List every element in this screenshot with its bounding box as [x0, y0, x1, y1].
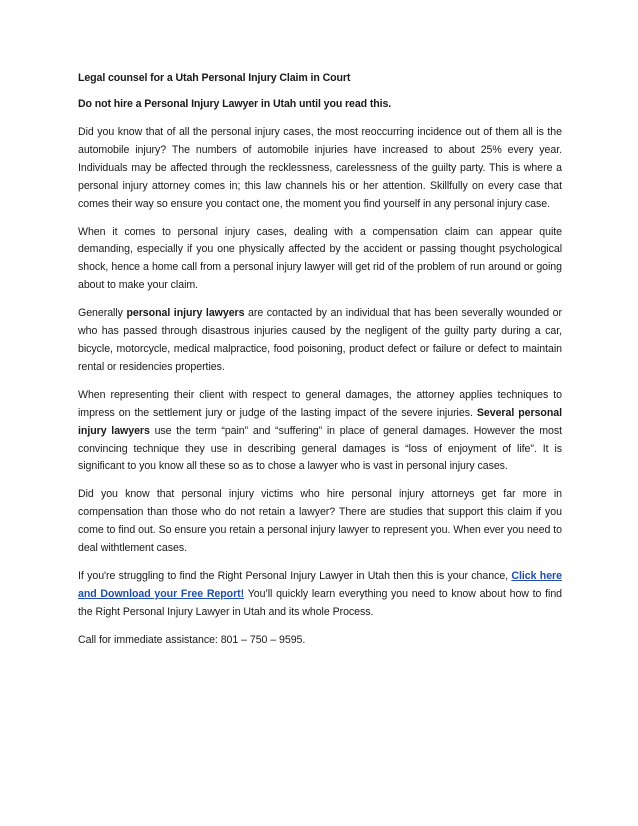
paragraph-text: When representing their client with respect to general damages, the attorney applies techniques to impress on the settlement jury or judge of the lasting impact of the severe injuries. [78, 388, 562, 419]
free-report-link[interactable]: Click here and Download your Free Report! [78, 569, 562, 600]
bold-keyword: personal injury lawyers [126, 307, 245, 320]
paragraph-text: use the term “pain” and “suffering” in place of general damages. However the most convincing technique they use in describing general damages is “loss of enjoyment of life”. It is significant to you know all these so as to chose a lawyer who is vast in personal injury cases. [78, 424, 562, 473]
paragraph-text: Generally [78, 307, 127, 320]
document-subtitle: Do not hire a Personal Injury Lawyer in Utah until you read this. [78, 98, 392, 110]
paragraph-compensation-claim: When it comes to personal injury cases, dealing with a compensation claim can appear quite demanding, especially if you one physically affected by the accident or passing thought psychological shock, hence a home call from a personal injury lawyer will get rid of the problem of run around or going about to make your claim. [78, 225, 562, 292]
paragraph-text: If you're struggling to find the Right Personal Injury Lawyer in Utah then this is your chance, [78, 569, 512, 582]
document-title: Legal counsel for a Utah Personal Injury Claim in Court [78, 72, 351, 84]
paragraph-text: You’ll quickly learn everything you need to know about how to find the Right Personal Injury Lawyer in Utah and its whole Process. [78, 587, 562, 618]
paragraph-contact-phone: Call for immediate assistance: 801 – 750 – 9595. [78, 633, 306, 646]
paragraph-automobile-injury: Did you know that of all the personal injury cases, the most reoccurring incidence out of them all is the automobile injury? The numbers of automobile injuries have increased to about 25% every year. Individuals may be affected through the recklessness, carelessness of the guilty party. This is where a personal injury attorney comes in; this law channels his or her attention. Skillfully on every case that comes their way so ensure you contact one, the moment you find yourself in any personal injury case. [78, 126, 562, 210]
document-page [78, 70, 562, 660]
paragraph-generally [78, 305, 562, 377]
bold-keyword: Several personal injury lawyers [78, 406, 562, 437]
paragraph-general-damages [78, 387, 562, 477]
paragraph-free-report [78, 568, 562, 622]
paragraph-compensation-victims: Did you know that personal injury victims who hire personal injury attorneys get far more in compensation than those who do not retain a lawyer? There are studies that support this claim if you come to find out. So ensure you retain a personal injury lawyer to represent you. When ever you need to deal withtlement cases. [78, 488, 562, 555]
paragraph-text: are contacted by an individual that has been severally wounded or who has passed through disastrous injuries caused by the negligent of the guilty party during a car, bicycle, motorcycle, medical malpractice, food poisoning, product defect or failure or defect to maintain rental or residencies properties. [78, 307, 562, 373]
